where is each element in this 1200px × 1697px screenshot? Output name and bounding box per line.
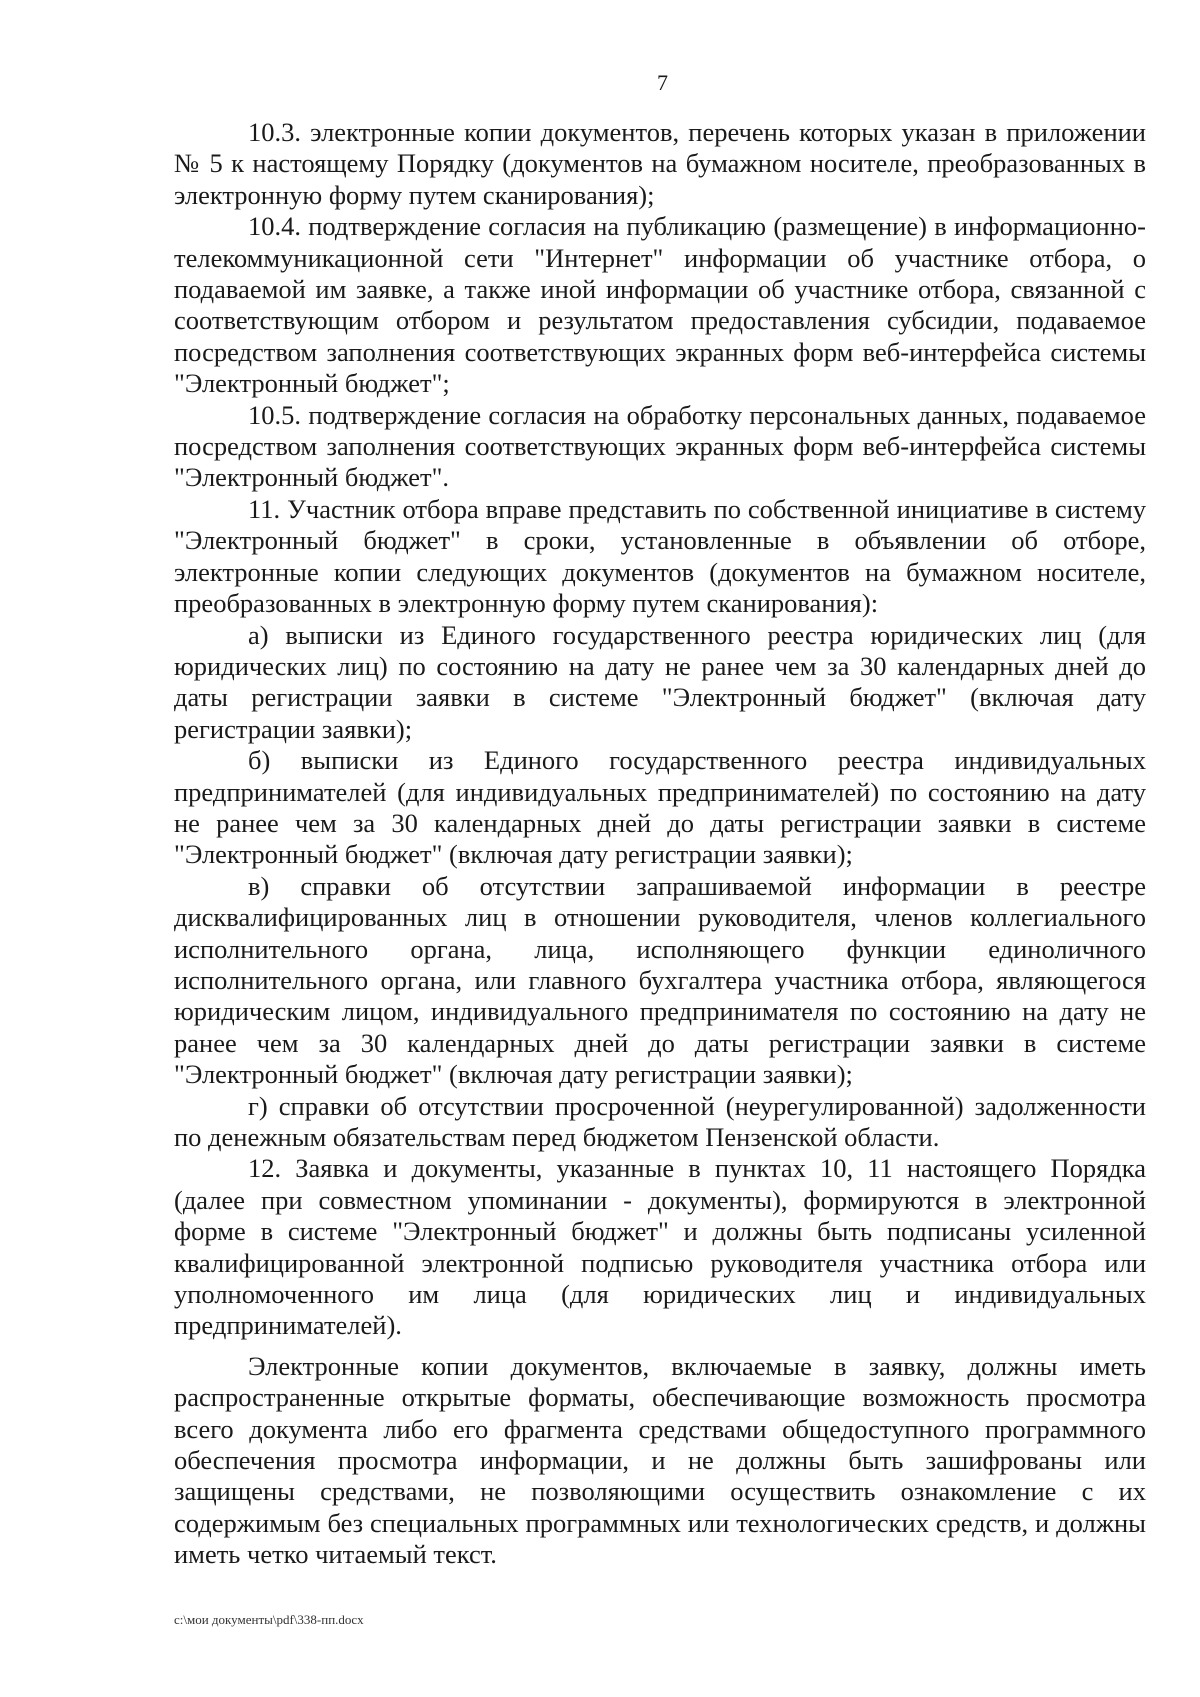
paragraph-11: 11. Участник отбора вправе представить по собственной инициативе в систему "Электронный бюджет" в сроки, установленные в объявлении об отборе, электронные копии следующих документов (документов на бумажном носителе, преобразованных в электронную форму путем сканирования):: [174, 493, 1146, 619]
paragraph-11-b: б) выписки из Единого государственного реестра индивидуальных предпринимателей (для индивидуальных предпринимателей) по состоянию на дату не ранее чем за 30 календарных дней до даты регистрации заявки в системе "Электронный бюджет" (включая дату регистрации заявки);: [174, 745, 1146, 870]
paragraph-10-5: 10.5. подтверждение согласия на обработку персональных данных, подаваемое посредством заполнения соответствующих экранных форм веб-интерфейса системы "Электронный бюджет".: [174, 399, 1146, 493]
paragraph-11-g: г) справки об отсутствии просроченной (неурегулированной) задолженности по денежным обязательствам перед бюджетом Пензенской области.: [174, 1090, 1146, 1152]
paragraph-electronic-copies: Электронные копии документов, включаемые в заявку, должны иметь распространенные открытые форматы, обеспечивающие возможность просмотра всего документа либо его фрагмента средствами общедоступного программного обеспечения просмотра информации, и не должны быть зашифрованы или защищены средствами, не позволяющими осуществить ознакомление с их содержимым без специальных программных или технологических средств, и должны иметь четко читаемый текст.: [174, 1350, 1146, 1570]
paragraph-11-v: в) справки об отсутствии запрашиваемой информации в реестре дисквалифицированных лиц в отношении руководителя, членов коллегиального исполнительного органа, лица, исполняющего функции единоличного исполнительного органа, или главного бухгалтера участника отбора, являющегося юридическим лицом, индивидуального предпринимателя по состоянию на дату не ранее чем за 30 календарных дней до даты регистрации заявки в системе "Электронный бюджет" (включая дату регистрации заявки);: [174, 870, 1146, 1090]
document-body: [174, 117, 1146, 1571]
paragraph-11-a: а) выписки из Единого государственного реестра юридических лиц (для юридических лиц) по состоянию на дату не ранее чем за 30 календарных дней до даты регистрации заявки в системе "Электронный бюджет" (включая дату регистрации заявки);: [174, 619, 1146, 744]
footer-file-path: c:\мои документы\pdf\338-пп.docx: [174, 1612, 364, 1627]
paragraph-10-4: 10.4. подтверждение согласия на публикацию (размещение) в информационно-телекоммуникационной сети "Интернет" информации об участнике отбора, о подаваемой им заявке, а также иной информации об участнике отбора, связанной с соответствующим отбором и результатом предоставления субсидии, подаваемое посредством заполнения соответствующих экранных форм веб-интерфейса системы "Электронный бюджет";: [174, 211, 1146, 399]
paragraph-10-3: 10.3. электронные копии документов, перечень которых указан в приложении № 5 к настоящему Порядку (документов на бумажном носителе, преобразованных в электронную форму путем сканирования);: [174, 117, 1146, 210]
page-number: 7: [657, 70, 668, 95]
paragraph-12: 12. Заявка и документы, указанные в пунктах 10, 11 настоящего Порядка (далее при совместном упоминании - документы), формируются в электронной форме в системе "Электронный бюджет" и должны быть подписаны усиленной квалифицированной электронной подписью руководителя участника отбора или уполномоченного им лица (для юридических лиц и индивидуальных предпринимателей).: [174, 1153, 1146, 1341]
